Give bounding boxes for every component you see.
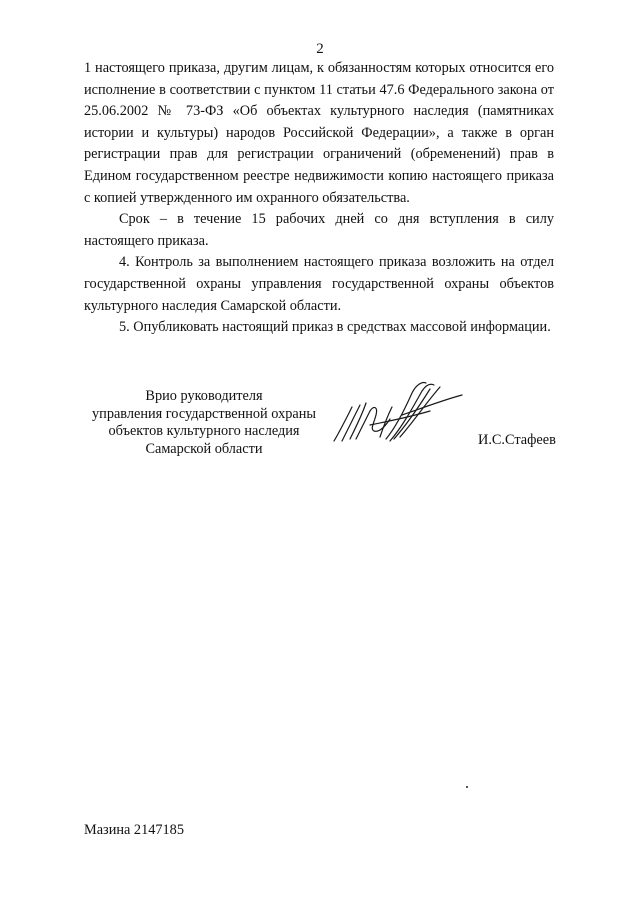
- paragraph-deadline: Срок – в течение 15 рабочих дней со дня вступления в силу настоящего приказа.: [84, 211, 554, 249]
- signer-name: И.С.Стафеев: [478, 432, 556, 448]
- paragraph-publication: 5. Опубликовать настоящий приказ в средствах массовой информации.: [119, 319, 551, 336]
- signatory-position-line: Самарской области: [145, 440, 263, 457]
- signatory-position-line: управления государственной охраны: [92, 405, 316, 422]
- page-number: 2: [316, 41, 324, 57]
- executor-note: Мазина 2147185: [84, 822, 184, 838]
- paragraph-distribution: 1 настоящего приказа, другим лицам, к обязанностям которых относится его исполнение в соответствии с пунктом 11 статьи 47.6 Федерального закона от 25.06.2002 № 73-ФЗ «Об объектах культурного наследия (памятниках истории и культуры) народов Российской Федерации», а также в орган регистрации прав для регистрации ограничений (обременений) прав в Едином государственном реестре недвижимости копию настоящего приказа с копией утвержденного им охранного обязательства.: [84, 60, 554, 206]
- paragraph-control: 4. Контроль за выполнением настоящего приказа возложить на отдел государственной охраны управления государственной охраны объектов культурного наследия Самарской области.: [84, 254, 554, 314]
- handwritten-signature: [330, 375, 465, 455]
- signatory-position-line: Врио руководителя: [145, 388, 263, 404]
- document-body: [84, 58, 554, 339]
- signatory-position: [84, 388, 324, 458]
- scan-dot: [466, 786, 468, 788]
- signatory-position-line: объектов культурного наследия: [108, 423, 300, 439]
